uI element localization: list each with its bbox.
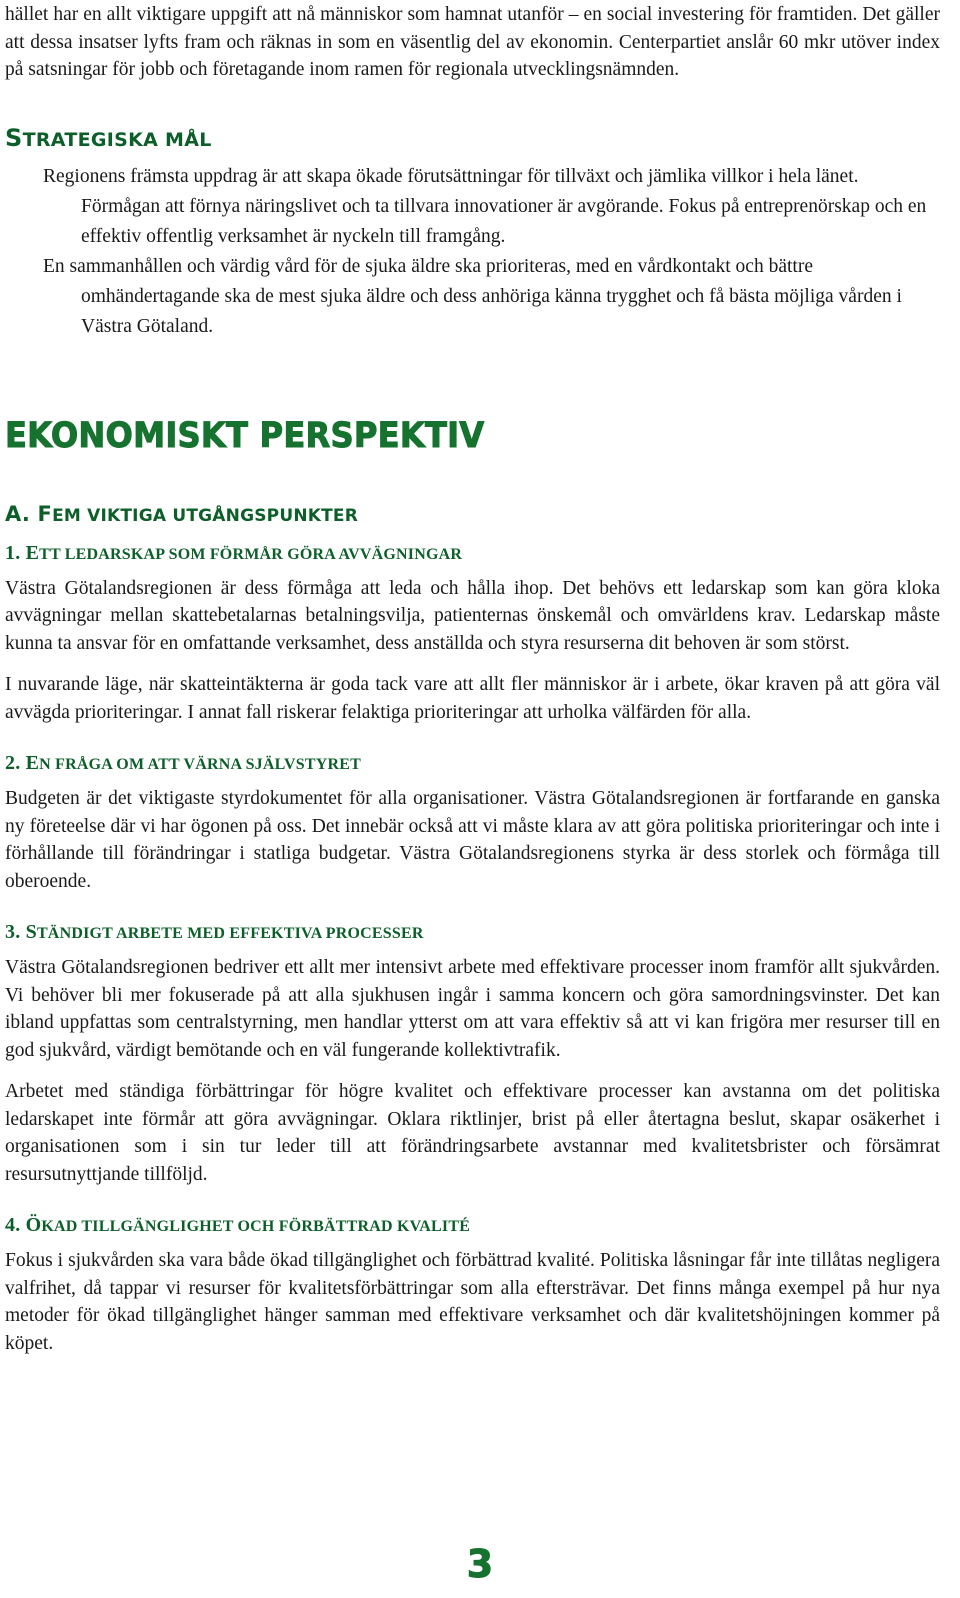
heading-rest: N FRÅGA OM ATT VÄRNA SJÄLVSTYRET bbox=[39, 756, 362, 773]
heading-initial: 3. S bbox=[5, 921, 37, 943]
list-item: Regionens främsta uppdrag är att skapa ökade förutsättningar för tillväxt och jämlika villkor i hela länet. Förmågan att förnya näringslivet och ta tillvara innovationer är avgörande. Fokus på entreprenörskap och en effektiv offentlig verksamhet är nyckeln till framgång. bbox=[43, 165, 927, 247]
paragraph: I nuvarande läge, när skatteintäkterna är goda tack vare att allt fler människor är i arbete, ökar kraven på att göra väl avvägda prioriteringar. I annat fall riskerar felaktiga prioriteringar att urholka välfärden för alla. bbox=[5, 674, 940, 723]
paragraph: Budgeten är det viktigaste styrdokumentet för alla organisationer. Västra Götalandsregionen är fortfarande en ganska ny företeelse där vi har ögonen på oss. Det innebär också att vi måste klara av att göra politiska prioriteringar och inte i förhållande till förändringar i statliga budgetar. Västra Götalandsregionens styrka är dess storlek och förmåga till oberoende. bbox=[5, 788, 940, 892]
section-title: EKONOMISKT PERSPEKTIV bbox=[5, 415, 485, 456]
subsection-a-heading bbox=[5, 502, 940, 526]
heading-initial: 2. E bbox=[5, 752, 40, 774]
paragraph: Västra Götalandsregionen är dess förmåga att leda och hålla ihop. Det behövs ett ledarskap som kan göra kloka avvägningar mellan skattebetalarnas betalningsvilja, patienternas önskemål och omvärldens krav. Ledarskap måste kunna ta ansvar för en omfattande verksamhet, dess anställda och styra resurserna dit behoven är som störst. bbox=[5, 577, 940, 654]
heading-rest: TT LEDARSKAP SOM FÖRMÅR GÖRA AVVÄGNINGAR bbox=[39, 545, 463, 563]
list-item: En sammanhållen och värdig vård för de sjuka äldre ska prioriteras, med en vårdkontakt och bättre omhändertagande ska de mest sjuka äldre och dess anhöriga känna trygghet och få bästa möjliga vården i Västra Götaland. bbox=[43, 255, 902, 337]
heading-rest: TRATEGISKA MÅL bbox=[22, 128, 212, 151]
intro-paragraph: hället har en allt viktigare uppgift att nå människor som hamnat utanför – en social investering för framtiden. Det gäller att dessa insatser lyfts fram och räknas in som en väsentlig del av ekonomin. Centerpartiet anslår 60 mkr utöver index på satsningar för jobb och företagande inom ramen för regionala utvecklingsnämnden. bbox=[5, 4, 940, 80]
heading-rest: TÄNDIGT ARBETE MED EFFEKTIVA PROCESSER bbox=[36, 925, 424, 942]
subsection-heading-3 bbox=[5, 921, 940, 944]
paragraph: Västra Götalandsregionen bedriver ett allt mer intensivt arbete med effektivare processer inom framför allt sjukvården. Vi behöver bli mer fokuserade på att alla sjukhusen ingår i samma koncern och göra samordningsvinster. Det kan ibland uppfattas som centralstyrning, men handlar ytterst om att vara effektiv så att vi kan frigöra mer resurser till en god sjukvård, värdigt bemötande och en väl fungerande kollektivtrafik. bbox=[5, 957, 940, 1061]
subsection-heading-1 bbox=[5, 542, 940, 565]
heading-rest: KAD TILLGÄNGLIGHET OCH FÖRBÄTTRAD KVALITÉ bbox=[41, 1218, 471, 1235]
heading-rest: EM VIKTIGA UTGÅNGSPUNKTER bbox=[52, 505, 359, 526]
subsection-heading-2 bbox=[5, 752, 940, 775]
strategic-goals-list bbox=[5, 162, 940, 342]
document-page bbox=[5, 0, 940, 1357]
strategic-goals-heading bbox=[5, 124, 940, 152]
heading-initial: 1. E bbox=[5, 541, 40, 564]
paragraph: Fokus i sjukvården ska vara både ökad tillgänglighet och förbättrad kvalité. Politiska låsningar får inte tillåtas negligera valfrihet, då tappar vi resurser för kvalitetsförbättringar som alla eftersträvar. Det finns många exempel på hur nya metoder för ökad tillgänglighet hänger samman med effektivare verksamhet och där kvalitetshöjningen kommer på köpet. bbox=[5, 1250, 940, 1354]
heading-initial: 4. Ö bbox=[5, 1214, 42, 1236]
subsection-heading-4 bbox=[5, 1214, 940, 1237]
paragraph: Arbetet med ständiga förbättringar för högre kvalitet och effektivare processer kan avstanna om det politiska ledarskapet inte förmår att göra avvägningar. Oklara riktlinjer, brist på eller återtagna beslut, skapar osäkerhet i organisationen som i sin tur leder till att förändringsarbete avstannar med kvalitetsbrister och försämrat resursutnyttjande tillföljd. bbox=[5, 1081, 940, 1185]
page-number: 3 bbox=[466, 1542, 494, 1586]
heading-initial: S bbox=[5, 123, 23, 152]
heading-initial: A. F bbox=[5, 501, 53, 526]
